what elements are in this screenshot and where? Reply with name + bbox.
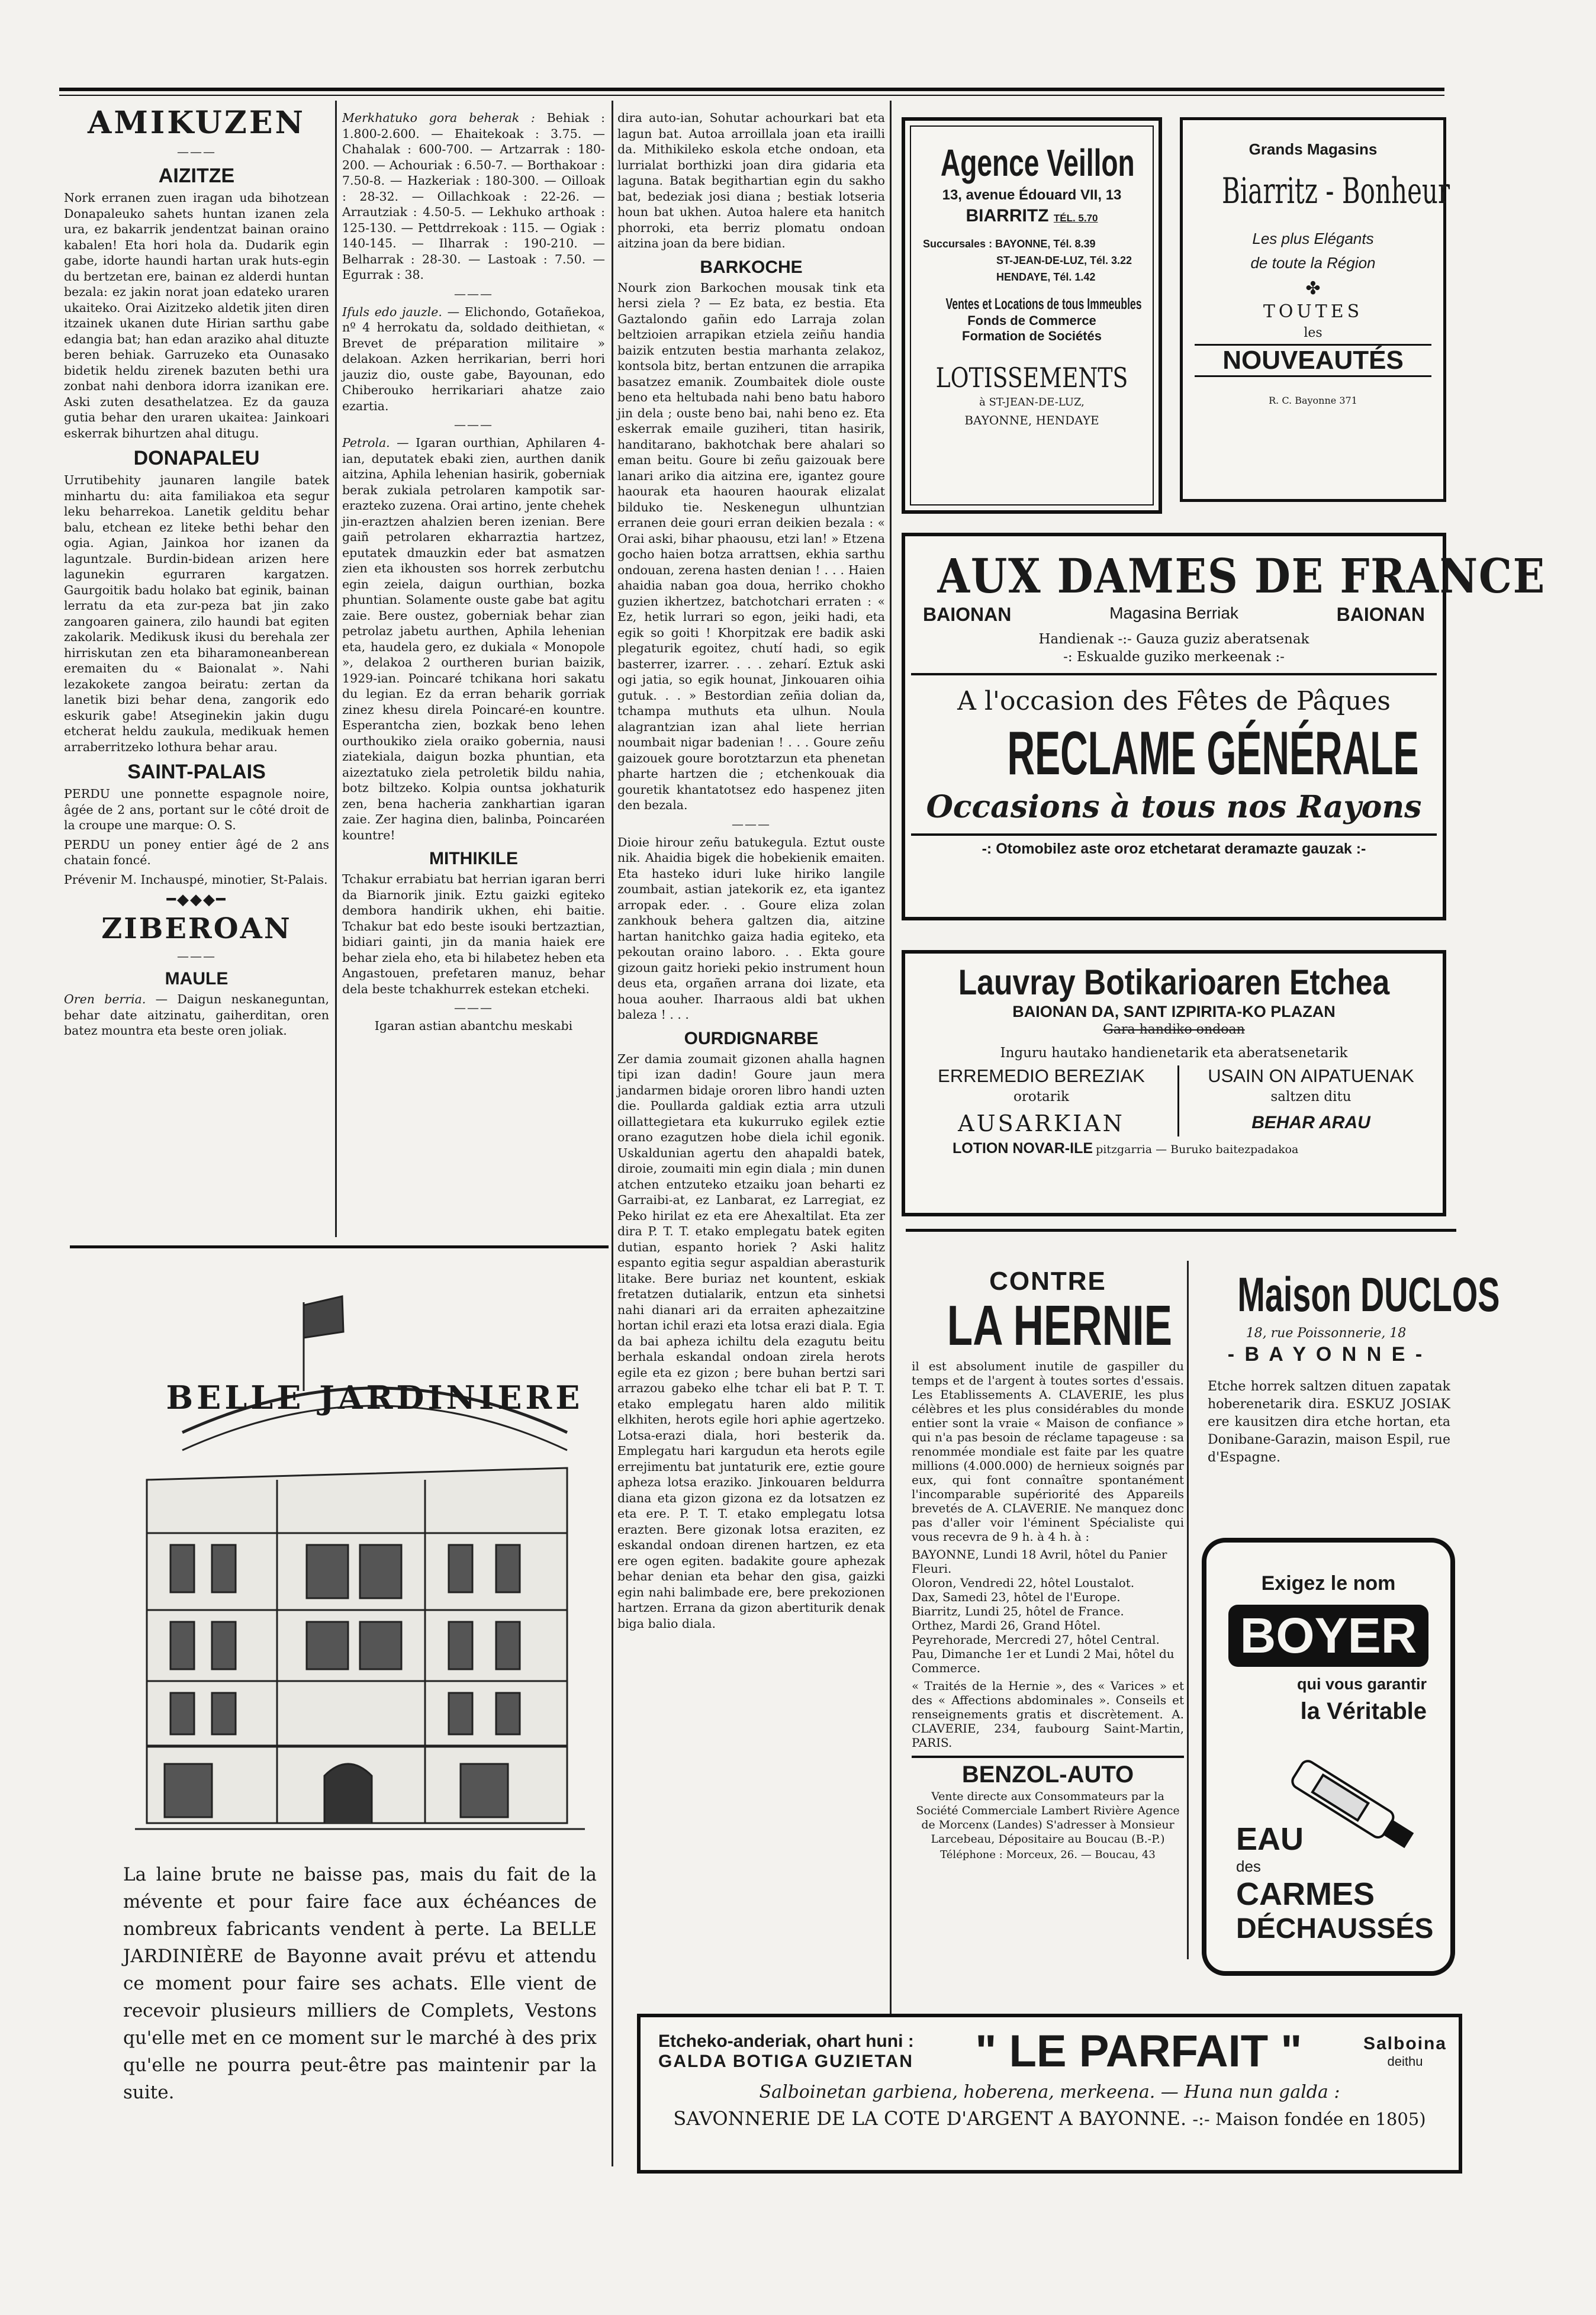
rule: [906, 1229, 1456, 1232]
ourdignarbe-text: Zer damia zoumait gizonen ahalla hagnen tipi izan dadin! Goure jaun mera jandarmen bidaje ororen libro handi uzten die. Poullarda galdiak eztia arra utzuli oillattegietara eta kukurruko egilek eztie orano ezagutzen hobe diela ichil egonik. Uskaldunian agertu den ahapaldi batek, diroie, zoumaiti min egin diala ; min dunen atchen entzuteko etzaiku joan beharti ez Garraibi-at, ez Lanbarat, ez Larregiat, ez Peko hirilat ez eta ere Ahexaltilat. Eta zer dira P. T. T. etako emplegatu batek egiten dutian, espanto horiek ? Aski halitz espanto egitia segur aspaldian aberasturik litake. Bere buriaz net kountent, eskiak fretatzen dutialarik, entzun eta sinhetsi nahi dianari ari da erraiten aphezaitzine hortan ichil erazi eta lotsa erazi diala. Egia da bai apheza ichiltu dela ezagutu beitu berhala eskandal ondoan zirela herots egile eta ez gizon ; bere buhan bertzi sari arrazou gabeko elhe tchar eli bat P. T. T. etako emplegatu haren aldo militik elkhiten, herots egile hori aphie agertzeko. Lotsa-erazi diala, hori besterik da. Emplegatu hari kargudun eta herots egile errejimentu bat juntaturik ere, eztie goure apheza lotsa eraziko. Jinkouaren beldurra diana eta gizon gizona ez da lotsatzen ez eta ere. P. T. T. etako emplegatu lotsa erazten. Bere gizonak lotsa eraziten, ez eskandal ondoan direnen hartzen, ez eta ere ogen egiten. badakite goure aphezak behar denian eta behar den gisa, gaizki egin nahi balimbade ere, bere prekozionen hartzen. Errana da gizon abertiturik denak biga balio diala.: [617, 1051, 885, 1631]
donapaleu-heading: DONAPALEU: [133, 447, 260, 469]
lauvray-name: Lauvray Botikarioaren Etchea: [958, 962, 1390, 1002]
hernie-title: LA HERNIE: [947, 1294, 1173, 1357]
dames-baionan: BAIONAN: [1336, 604, 1425, 625]
duclos-city: - B A Y O N N E -: [1227, 1343, 1425, 1366]
lauvray-lotion2: pitzgarria — Buruko baitezpadakoa: [1096, 1143, 1299, 1156]
hernie-body: il est absolument inutile de gaspiller du temps et de l'argent à toutes sortes d'essais. Les Etablissements A. CLAVERIE, les plus célèbres et les plus considérables du monde entier sont la vraie « Maison de confiance » qui n'a pas besoin de réclame tapageuse : sa renommée mondiale est faite par les quatre millions (4.000.000) de hernieux soignés par eux, qui font connaître spontanément l'incomparable supériorité des Appareils brevetés de A. CLAVERIE. Ne manquez donc pas d'aller voir l'éminent Spécialiste qui vous recevra de 9 h. à 4 h. à :: [912, 1359, 1184, 1544]
bb-toutes: TOUTES: [1263, 301, 1363, 322]
sp-notice: PERDU un poney entier âgé de 2 ans chatain foncé.: [64, 837, 329, 867]
dames-auto: -: Otomobilez aste oroz etchetarat deramazte gauzak :-: [982, 841, 1366, 857]
aizitze-text: Nork erranen zuen iragan uda bihotzean Donapaleuko sahets huntan izanen zela ura, ez bakarrik jendentzat bainan oraino kabalen! Eta hori hola da. Dudarik egin gabe, idorte haundi hartan urak huts-egin du bertzetan ere, bainan ez alderdi huntan bezala: ez jakin norat joan edateko uraren ukaiteko. Orai Aizitzeko aldetik jiten diren itzainek ukanen dute Hirian sarthu gabe edangia bat; han edan araziko ahal dituzte beren behiak. Garruzeko eta Ounasako bidetik heldu zirenek bazuten bethi ura zonbat nahi denbora idorra izanikan ere. Aski zuten desathelatzea. Ez da gauza gutia behar den uraren ukaitea: Jainkoari eskerrak bihurtzen ahal ditugu.: [64, 191, 329, 440]
top-rule-thin: [59, 95, 1444, 96]
belle-text: La laine brute ne baisse pas, mais du fait de la mévente et pour faire face aux échéances de nombreux fabricants vendent à perte. La BELLE JARDINIÈRE de Bayonne avait prévu et attendu ce moment pour faire ses achats. Elle vient de recevoir plusieurs milliers de Complets, Vestons qu'elle met en ce moment sur le marché à des prix qu'elle ne pourra peut-être pas maintenir par la suite.: [123, 1864, 597, 2103]
lauvray-ausarkian: AUSARKIAN: [958, 1110, 1125, 1136]
hernie-visit: Dax, Samedi 23, hôtel de l'Europe.: [912, 1590, 1121, 1604]
column-2: [342, 110, 605, 1034]
lauvray-lotion: LOTION NOVAR-ILE: [953, 1140, 1093, 1157]
dames-baionan: BAIONAN: [923, 604, 1012, 625]
col3-top-text: dira auto-ian, Sohutar achourkari bat eta lagun bat. Autoa arroillala joan eta irailli da. Mithikileko eskola etche ondoan, eta lurrialat borthizki joan dira gidaria eta laguna. Batak begithartian egin du sakho bat, bedeziak josi diana ; bestiak lotseria houn bat ukhen. Autoa halere eta hanitch phorroki, eta berriz plomatu ondoan aitzina joan da bere bidian.: [617, 111, 885, 250]
duclos-address: 18, rue Poissonnerie, 18: [1246, 1326, 1407, 1341]
lauvray-line1: BAIONAN DA, SANT IZPIRITA-KO PLAZAN: [1012, 1003, 1336, 1020]
maule-text: — Daigun neskaneguntan, behar date aitzinatu, gaiherditan, oren batez mountra eta beste oren joliak.: [64, 992, 329, 1038]
building-sign: BELLE JARDINIERE: [166, 1379, 584, 1416]
parfait-savonnerie: SAVONNERIE DE LA COTE D'ARGENT A BAYONNE.: [673, 2107, 1187, 2130]
saint-palais-heading: SAINT-PALAIS: [127, 761, 266, 783]
hernie-contre: CONTRE: [989, 1267, 1106, 1296]
merkhatu-lead: Merkhatuko gora beherak :: [342, 111, 535, 125]
ornament: ———: [177, 949, 216, 963]
ornament: ———: [454, 417, 493, 432]
boyer-veritable: la Véritable: [1300, 1698, 1427, 1724]
veillon-lotissements: LOTISSEMENTS: [935, 362, 1128, 394]
parfait-line1: Etcheko-anderiak, ohart huni :: [658, 2031, 914, 2051]
boyer-des: des: [1236, 1857, 1261, 1875]
dames-line2: -: Eskualde guziko merkeenak :-: [1063, 649, 1285, 665]
parfait-name: " LE PARFAIT ": [975, 2026, 1302, 2076]
hernie-visit: Peyrehorade, Mercredi 27, hôtel Central.: [912, 1633, 1160, 1647]
mithikile-heading: MITHIKILE: [429, 849, 518, 868]
ourdignarbe-heading: OURDIGNARBE: [684, 1028, 819, 1048]
lauvray-line3: Inguru hautako handienetarik eta aberatsenetarik: [1000, 1045, 1348, 1061]
ifuls-lead: Ifuls edo jauzle.: [342, 304, 442, 319]
veillon-ventes: Ventes et Locations de tous Immeubles: [945, 295, 1142, 313]
bb-rc: R. C. Bayonne 371: [1269, 395, 1357, 406]
merkhatu-text: Behiak : 1.800-2.600. — Ehaitekoak : 3.75. — Chahalak : 600-700. — Artzarrak : 180-200. — Achouriak : 6.50-7. — Borthakoar : 7.50-8. — Hazkeriak : 180-300. — Oilloak : 28-32. — Oillachkoak : 22-26. — Arrautziak : 4.50-5. — Lekhuko arthoak : 125-130. — Pettdrrekoak : 115. — Ogiak : 140-145. — Ilharrak : 190-210. — Belharrak : 28-30. — Lastoak : 7.50. — Egurrak : 38.: [342, 111, 605, 282]
lauvray-orotarik: orotarik: [1013, 1089, 1069, 1105]
hernie-visit: Biarritz, Lundi 25, hôtel de France.: [912, 1604, 1124, 1618]
ornament: ———: [454, 286, 493, 301]
belle-jardiniere-ad: [70, 1255, 603, 2103]
benzol-body: Vente directe aux Consommateurs par la Société Commerciale Lambert Rivière Agence de Morcenx (Landes) S'adresser à Monsieur Larcebeau, Dépositaire au Boucau (B.-P.): [916, 1790, 1180, 1846]
veillon-city: BIARRITZ: [966, 206, 1049, 226]
igaran-text: Igaran astian abantchu meskabi: [374, 1019, 573, 1033]
parfait-line2: GALDA BOTIGA GUZIETAN: [658, 2051, 913, 2071]
lauvray-line2: Gara handiko ondoan: [1103, 1022, 1245, 1037]
bb-top: Grands Magasins: [1249, 140, 1378, 158]
parfait-right2: deithu: [1387, 2053, 1423, 2069]
duclos-name: Maison DUCLOS: [1237, 1268, 1500, 1322]
boyer-carmes: CARMES: [1236, 1876, 1375, 1912]
ornament: ✤: [1305, 278, 1321, 299]
barkoche-heading: BARKOCHE: [700, 257, 803, 277]
dames-de-france-ad: [902, 533, 1546, 920]
donapaleu-text: Urrutibehity jaunaren langile batek minhartu du: aita familiakoa eta segur leku beharrekoa. Lanetik gelditu behar balu, etchean ez liteke bethi behar den ogia. Agian, Jainkoa hor izanen da laguntzale. Burdin-bidean arizen here lagunekin egurraren kargatzen. Gaurgoitik badu holako bat eginik, bainan lerratu da eta zur-peza bat jin zako zangoaren gainera, zilo haundi bat egiten zakolarik. Medikusk ikusi du berehala zer hirriskutan zen eta biharamoneanberean eremaiten du « Baionalat ». Nahi lezakokete zangoa beiratu: zertan da lanetik bizi behar dena, zangorik edo eskurik gabe! Atseginekin jakin dugu etcherat heldu zaukula, medikuak hemen arraberritzeko lothura behar arau.: [64, 473, 329, 754]
succ-label: Succursales :: [923, 238, 993, 250]
bb-line1: Les plus Elégants: [1252, 230, 1374, 247]
veillon-ad: [902, 117, 1162, 514]
dames-reclame: RECLAME GÉNÉRALE: [1007, 719, 1419, 788]
benzol-title: BENZOL-AUTO: [961, 1762, 1134, 1788]
bb-line2: de toute la Région: [1250, 254, 1376, 272]
hernie-traites: « Traités de la Hernie », des « Varices » et des « Affections abdominales ». Conseils et renseignements gratis et discrètement. A. CLAVERIE, 234, faubourg Saint-Martin, PARIS.: [912, 1679, 1184, 1750]
boyer-eau: EAU: [1236, 1821, 1304, 1857]
col-separator: [612, 101, 613, 2166]
dames-line1: Handienak -:- Gauza guziz aberatsenak: [1038, 632, 1309, 647]
boyer-qui: qui vous garantir: [1296, 1675, 1427, 1693]
barkoche-text: Nourk zion Barkochen mousak tink eta hersi ziela ? — Ez bata, ez bestia. Eta Gaztalondo gañin edo Larraja zolan beltzioien arrapikan etziela zeiñu handia baizik entzuten bestia marhanta zelakoz, kontsola bitz, bertan entzunen die arrapika basatzez emanik. Zoumbaitek diole ouste beno eta heltubada nahi beno batu haboro jin dela ; ouste beno bai, nahi beno ez. Eta eskerrak emaile guziheri, titan hasirik, handitarano, bakhotchak bere ahalari so eman beitu. Goure bi zeñu gaizouak bere lanari ariko dia aitzina ere, igantez goure haourak eta haouren haourak elizalat bilduko tie. Neskenegun ulhuntzian erranen deie gouri erran deikien bezala : « Orai aski, bihar phaousu, etzi lan! » Etzena gocho haien botza arrattsen, ekhia sarthu ondouan, zerena hasten denian ! . . . Haien ahaidia naban goa doua, herriko chokho guzien ikhertzez, batchotchari erraten : « Ez, hetik lurrari so egon, jeiki hadi, eta egik so goiti ! Khorpitzak ere badik aski plegaturik egoitez, chutí hadi, so egik basterrer, izarrer. . . . zeharí. Eztuk aski ogi jatia, so egik hounat, Jinkouaren oihia gutuk. . . » Bestordian zeñia dolian da, tchampa muthuts eta ulhun. Noula alagrantzian izan ahal liete herrian noumbait nigar badenian ! . . . Goure zeñu gaizouek goure borotztarzun eta phenetan pharte hartzen die ; etchenkouak dia gouretik khantatotsez edo haspenez jiten den bezala.: [617, 280, 885, 812]
aizitze-heading: AIZITZE: [158, 165, 235, 187]
succ-line: ST-JEAN-DE-LUZ, Tél. 3.22: [996, 255, 1132, 266]
benzol-tel: Téléphone : Morceux, 26. — Boucau, 43: [940, 1849, 1156, 1861]
le-parfait-ad: [637, 2014, 1462, 2174]
parfait-fondee: -:- Maison fondée en 1805): [1192, 2109, 1426, 2129]
ziberoan-heading: ZIBEROAN: [101, 912, 292, 945]
dames-magasina: Magasina Berriak: [1109, 604, 1238, 622]
dames-occasions: Occasions à tous nos Rayons: [926, 789, 1422, 825]
sp-notice: PERDU une ponnette espagnole noire, âgée de 2 ans, portant sur le côté droit de la croupe une marque: O. S.: [64, 787, 329, 832]
belle-rule: [70, 1245, 609, 1248]
boyer-dechausses: DÉCHAUSSÉS: [1236, 1913, 1434, 1944]
ifuls-text: — Elichondo, Gotañekoa, nº 4 herrokatu da, soldado deithietan, « Brevet de préparation militaire » delakoan. Azken herrikarian, berri hori jauziz dio, ouste gabe, Bayounan, edo Chiberouko herrikariari ahatze zaio ezartia.: [342, 304, 605, 413]
hernie-visit: Orthez, Mardi 26, Grand Hôtel.: [912, 1618, 1101, 1633]
petrola-text: — Igaran ourthian, Aphilaren 4-ian, deputatek ebaki zien, aurthen danik aitzina, Aphila lehenian hasirik, goberniak berak zukiala petrolaren kampotik sar-erazteko zuzena. Orai artino, jente chehek jin-eraztzen ahalzien beren izenian. Bere gaiñ petrolaren ekharraztia hartzez, eputatek dmauzkin eder bat asmatzen zien eta ikhousten sos horrek zerbutchu egin zeiela, daigun ourthian, bozka phuntian. Solamente ouste gabe bat agitu zaie. Bere oustez, goberniak behar zian petrolaz jabetu aurthen, Aphila lehenian eta, haudela gero, ez dukiala « Monopole », delakoa 2 ourtheren burian baizik, 1929-ian. Poincaré tchikana hori sakatu du legian. Ez da erran beharik gorriak zinez khesu direla Poincaré-en kountre. Esperantcha zien, bozkak beno lehen ourthoukiko ziela oraiko gobernia, nausi ziatekiala, daigun bozka phuntian, eta aizeztatuko ziela petroletik bildu nahia, botz biltzeko. Kolpia ountsa jokhaturik zen, bena hacheria zankhartian igaran zaie. Zer hagina dien, balinba, Poincaréen kountre!: [342, 436, 605, 842]
hernie-ad: [912, 1267, 1184, 1861]
veillon-formation: Formation de Sociétés: [962, 329, 1102, 343]
veillon-lot-where: à ST-JEAN-DE-LUZ,: [979, 396, 1085, 408]
biarritz-bonheur-ad: [1180, 117, 1450, 502]
sp-notice: Prévenir M. Inchauspé, minotier, St-Palais.: [64, 872, 328, 887]
veillon-address: 13, avenue Édouard VII, 13: [942, 187, 1122, 203]
lauvray-behar: BEHAR ARAU: [1251, 1113, 1370, 1132]
bb-nouveautes: NOUVEAUTÉS: [1195, 344, 1431, 377]
col-separator: [1187, 1261, 1189, 1959]
hernie-visit: Oloron, Vendredi 22, hôtel Loustalot.: [912, 1576, 1135, 1590]
dames-occasion: A l'occasion des Fêtes de Pâques: [957, 686, 1391, 716]
col-separator: [335, 101, 337, 1237]
bb-les: les: [1304, 326, 1323, 340]
ornament: ━◆◆◆━: [166, 891, 227, 909]
column-3: [617, 110, 885, 1631]
succ-line: BAYONNE, Tél. 8.39: [995, 238, 1096, 250]
ornament: ———: [732, 816, 771, 831]
boyer-ad: [1202, 1538, 1455, 1976]
boyer-name: BOYER: [1228, 1605, 1429, 1667]
duclos-ad: [1196, 1267, 1500, 1467]
column-1: [64, 105, 329, 1039]
lauvray-ad: [902, 950, 1446, 1216]
maule-heading: MAULE: [165, 969, 229, 989]
col-separator: [890, 101, 892, 2166]
petrola-lead: Petrola.: [342, 436, 390, 450]
mithikile-text: Tchakur errabiatu bat herrian igaran berri da Biarnorik jinik. Eztu gaizki egiteko dembora handirik ukhen, ehi baitie. Tchakur bat edo beste isouki bertzaztian, bidiari gainti, jin da mania haiek ere behar ziela eho, eta bi hilabetez heben eta Angastouen, prefetaren manuz, behar dela beste tchakhurrek estekan etcheki.: [342, 872, 605, 996]
hernie-visit: Pau, Dimanche 1er et Lundi 2 Mai, hôtel du Commerce.: [912, 1647, 1175, 1675]
veillon-lot-where2: BAYONNE, HENDAYE: [964, 413, 1099, 427]
veillon-tel: TÉL. 5.70: [1053, 212, 1098, 224]
veillon-name: Agence Veillon: [940, 141, 1135, 184]
ornament: ———: [177, 144, 216, 159]
building-illustration: [70, 1255, 603, 1847]
parfait-right1: Salboina: [1363, 2033, 1447, 2053]
veillon-fonds: Fonds de Commerce: [967, 313, 1096, 328]
lauvray-saltzen: saltzen ditu: [1270, 1089, 1352, 1105]
amikuzen-heading: AMIKUZEN: [87, 105, 306, 141]
duclos-body: Etche horrek saltzen dituen zapatak hoberenetarik dira. ESKUZ JOSIAK ere kausitzen dira etche hortan, eta Donibane-Garazin, maison Espil, rue d'Espagne.: [1208, 1379, 1450, 1465]
lauvray-erremedio: ERREMEDIO BEREZIAK: [938, 1065, 1145, 1086]
hernie-visit: BAYONNE, Lundi 18 Avril, hôtel du Panier Fleuri.: [912, 1547, 1167, 1576]
dioie-text: Dioie hirour zeñu batukegula. Eztut ouste nik. Ahaidia bigek die hobekienik emaiten. Eta hasteko iduri luke hiriko langile zoumbait, astian jatekorik ez, eta igantez arropak eder. . . Goure eliza zolan zankhouk behera galtzen dia, aitzine hartan hanitchko gaiza hadia egiteko, eta pekoutan oraino laboro. . . Ekta goure gizoun gaitz horieki pekio instrument houn deus eta, orgañen arrana doi lizate, eta houa aouher. Iharraous aldi bat ukhen baleza ! . . .: [617, 835, 885, 1022]
lauvray-usain: USAIN ON AIPATUENAK: [1208, 1065, 1414, 1086]
parfait-line3: Salboinetan garbiena, hoberena, merkeena. — Huna nun galda :: [759, 2082, 1340, 2103]
top-rule: [59, 88, 1444, 91]
maule-lead: Oren berria.: [64, 992, 146, 1006]
succ-line: HENDAYE, Tél. 1.42: [996, 271, 1096, 283]
ornament: ———: [454, 1000, 493, 1015]
bb-name: Biarritz - Bonheur: [1222, 170, 1450, 212]
dames-name: AUX DAMES DE FRANCE: [937, 548, 1546, 604]
boyer-exigez: Exigez le nom: [1261, 1572, 1396, 1595]
